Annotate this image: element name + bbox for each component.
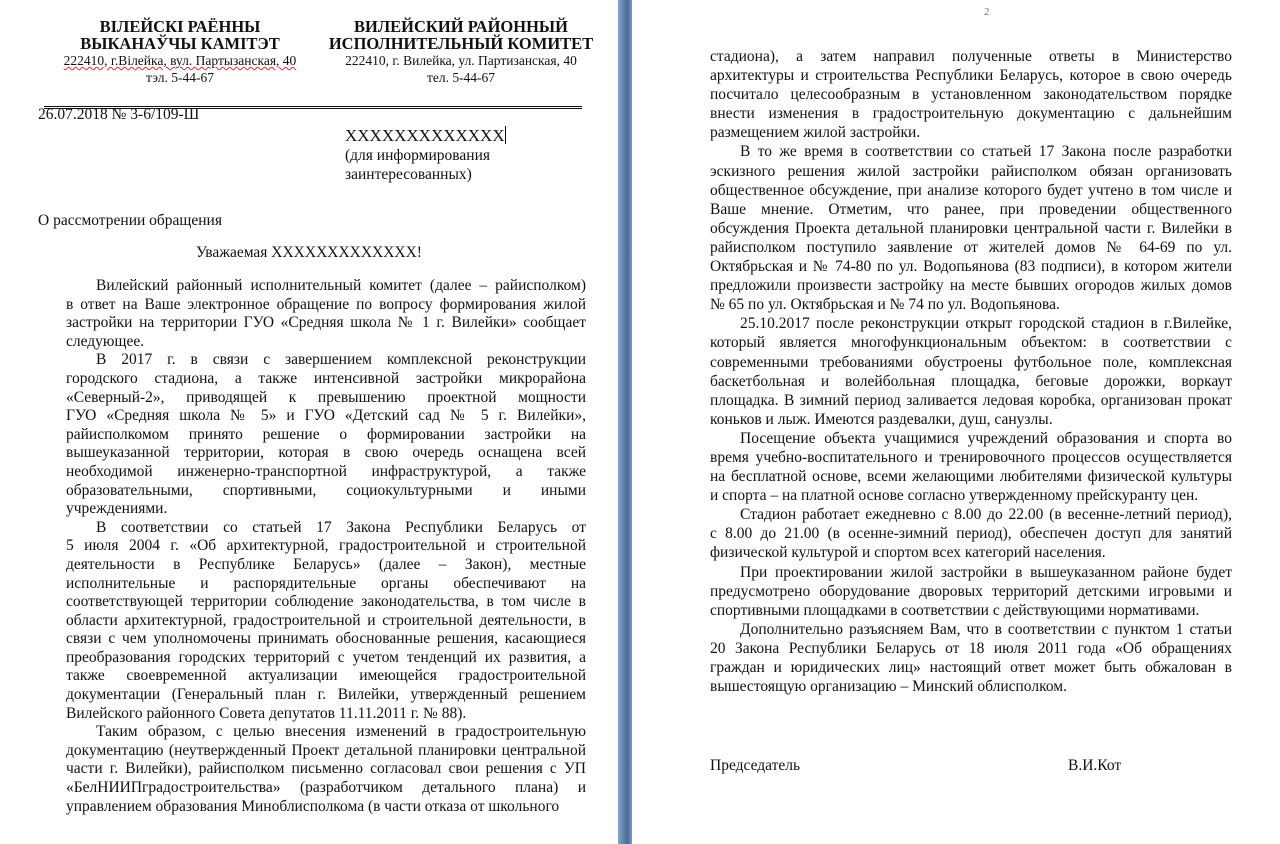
paragraph-line: В то же время в соответствии со статьей 17 Закона после разработки [740,143,1232,161]
paragraph-line: баскетбольная и волейбольная площадка, беговые дорожки, воркаут [710,372,1232,390]
paragraph-line: «БелНИИПградостроительства» (разработчиком детального плана) и [66,779,586,797]
paragraph-line: посчитало целесообразным в установленном законодательством порядке [710,86,1232,104]
text-cursor [505,126,507,144]
paragraph-line: В соответствии со статьей 17 Закона Республики Беларусь от [96,518,586,536]
paragraph-line: Вилейский районный исполнительный комитет (далее – райисполком) [96,277,586,294]
paragraph-line: учреждениями. [66,500,168,518]
paragraph-line: физической культурой и спортом всех категорий населения. [710,544,1106,562]
paragraph-line: Ваше мнение. Отметим, что ранее, при проведении общественного [710,200,1232,218]
paragraph-line: № 65 по ул. Октябрьская и № 74 по ул. Водопьянова. [710,296,1060,314]
paragraph-line: ГУО «Средняя школа № 5» и ГУО «Детский сад № 5 г. Вилейки», [66,407,586,425]
paragraph-line: необходимой инженерно-транспортной инфраструктурой, а также [66,462,586,480]
addressee-note [345,146,490,184]
paragraph-line: стадиона), а затем направил полученные ответы в Министерство [710,48,1232,65]
paragraph-line: райисполком поступило заявление от жителей домов № 64-69 по ул. [710,238,1232,256]
paragraph-line: на бесплатной основе, всеми желающими любителями физической культуры [710,468,1232,486]
org-phone: тэл. 5-44-67 [145,70,214,85]
paragraph-line: образовательными, спортивными, социокультурными и иными [66,481,586,499]
paragraph [710,505,1232,562]
document-page-1 [0,0,618,844]
addressee-text: XXXXXXXXXXXXX [345,126,505,145]
paragraph-line: управлением образования Миноблисполкома (в части отказа от школьного [66,797,560,815]
org-address: 222410, г. Вилейка, ул. Партизанская, 40 [345,53,577,68]
paragraph-line: Октябрьская и № 74-80 по ул. Водопьянова (83 подписи), в котором жители [710,258,1232,276]
document-page-2 [632,0,1280,844]
paragraph-line: время учебно-воспитательного и тренировочного процессов осуществляется [710,448,1232,466]
paragraph [710,314,1232,429]
page-separator [618,0,632,844]
paragraph-line: архитектуры и строительства Республики Беларусь, которое в свою очередь [710,67,1232,85]
letter-body [66,277,586,816]
letterhead-belarusian [40,18,320,86]
paragraph-line: документации (Генеральный план г. Вилейки, утвержденный решением [66,686,586,704]
paragraph [710,620,1232,696]
paragraph-line: внести изменения в градостроительную документацию с дальнейшим [710,105,1232,123]
paragraph-line: площадка. В зимний период заливается ледовая коробка, организован прокат [710,391,1232,409]
paragraph-line: 5 июля 2004 г. «Об архитектурной, градостроительной и строительной [66,537,586,555]
paragraph-line: В 2017 г. в связи с завершением комплексной реконструкции [96,351,586,369]
paragraph-line: граждан и юридических лиц» настоящий ответ может быть обжалован в [710,659,1232,676]
org-name-line2: ВЫКАНАЎЧЫ КАМІТЭТ [80,34,280,53]
paragraph-line: коньков и лыж. Имеются раздевалки, душ, санузлы. [710,410,1053,428]
paragraph-line: следующее. [66,332,145,350]
paragraph-line: деятельности в Республике Беларусь» (далее – Закон), местные [66,555,586,573]
paragraph-line: вышеуказанной территории, которая в свою очередь оснащена всей [66,444,586,462]
paragraph [710,142,1232,314]
paragraph-line: вышестоящую организацию – Минский облисполком. [710,678,1067,696]
signature-title: Председатель [710,757,801,774]
paragraph-line: общественное обсуждение, при анализе которого будет учтено в том числе и [710,181,1232,199]
date-number: 26.07.2018 № 3-6/109-Ш [38,106,200,123]
paragraph-line: соответствующей территории соблюдение законодательства, в том числе в [66,593,586,611]
paragraph-line: который является многофункциональным объектом: в соответствии с [710,334,1232,352]
paragraph-line: «Северный-2», приводящей к превышению проектной мощности [66,388,586,406]
org-phone: тел. 5-44-67 [426,70,496,85]
paragraph-line: застройки на территории ГУО «Средняя школа № 1 г. Вилейки» сообщает [66,314,586,332]
paragraph-line: области архитектурной, градостроительной и строительной деятельности, в [66,611,586,629]
signature-name: В.И.Кот [1068,757,1122,774]
paragraph-line: райисполкомом принято решение о формировании застройки на [66,425,586,443]
paragraph-line: и спорта – на платной основе согласно утвержденному прейскуранту цен. [710,487,1199,505]
paragraph-line: Вилейского районного Совета депутатов 11.11.2011 г. № 88). [66,704,467,722]
paragraph [66,277,586,351]
paragraph-line: спортивными площадками в соответствии с действующими нормативами. [710,601,1200,619]
org-name-line1: ВІЛЕЙСКІ РАЁННЫ [99,17,261,36]
paragraph-line: При проектировании жилой застройки в вышеуказанном районе будет [740,563,1232,581]
addressee-note-line: (для информирования [345,147,491,164]
paragraph-line: части г. Вилейки), райисполком письменно согласовал свои решения с УП [66,760,586,778]
paragraph-line: Стадион работает ежедневно с 8.00 до 22.00 (в весенне-летний период), [740,506,1232,524]
paragraph-line: 20 Закона Республики Беларусь от 18 июля 2011 года «Об обращениях [710,639,1232,657]
paragraph-line: связи с чем уполномочены принимать обоснованные решения, касающиеся [66,630,586,648]
paragraph-line: документацию (неутвержденный Проект детальной планировки центральной [66,741,586,759]
org-address: 222410, г.Вілейка, вул. Партызанская, 40 [63,53,297,68]
paragraph-line: также своевременной актуализации имеющейся градостроительной [66,667,586,685]
paragraph-line: преобразования городских территорий с учетом тенденций их развития, а [66,648,586,666]
page-number: 2 [984,6,990,18]
paragraph-line: с 8.00 до 21.00 (в осенне-зимний период), обеспечен доступ для занятий [710,525,1232,543]
org-name-line1: ВИЛЕЙСКИЙ РАЙОННЫЙ [354,17,568,36]
greeting: Уважаемая XXXXXXXXXXXXX! [196,244,422,261]
paragraph-line: Дополнительно разъясняем Вам, что в соответствии с пунктом 1 статьи [740,620,1232,638]
paragraph-line: обсуждения Проекта детальной планировки центральной части г. Вилейки в [710,219,1232,237]
letter-body-continued [710,47,1232,696]
paragraph [710,563,1232,620]
paragraph [66,723,586,816]
paragraph-line: предложили произвести застройку на месте бывших огородов жилых домов [710,277,1232,295]
paragraph [710,429,1232,505]
paragraph-line: городского стадиона, а также интенсивной застройки микрорайона [66,369,586,387]
letterhead-russian [318,18,604,86]
paragraph [710,47,1232,142]
org-name-line2: ИСПОЛНИТЕЛЬНЫЙ КОМИТЕТ [328,34,594,53]
addressee-note-line: заинтересованных) [345,166,472,183]
addressee[interactable] [345,126,506,146]
paragraph-line: эскизного решения жилой застройки райисполком обязан организовать [710,162,1232,180]
paragraph-line: Таким образом, с целью внесения изменений в градостроительную [96,723,586,741]
paragraph-line: размещением жилой застройки. [710,124,921,142]
paragraph-line: Посещение объекта учащимися учреждений образования и спорта во [740,429,1232,447]
paragraph-line: исполнительные и распорядительные органы обеспечивают на [66,574,586,592]
paragraph-line: современными требованиями обустроены футбольное поле, комплексная [710,353,1232,371]
paragraph [66,519,586,724]
paragraph-line: в ответ на Ваше электронное обращение по вопросу формирования жилой [66,295,586,313]
subject-line: О рассмотрении обращения [38,212,222,229]
paragraph-line: предусмотрено оборудование дворовых территорий детскими игровыми и [710,582,1232,600]
paragraph-line: 25.10.2017 после реконструкции открыт городской стадион в г.Вилейке, [740,315,1232,333]
paragraph [66,351,586,518]
